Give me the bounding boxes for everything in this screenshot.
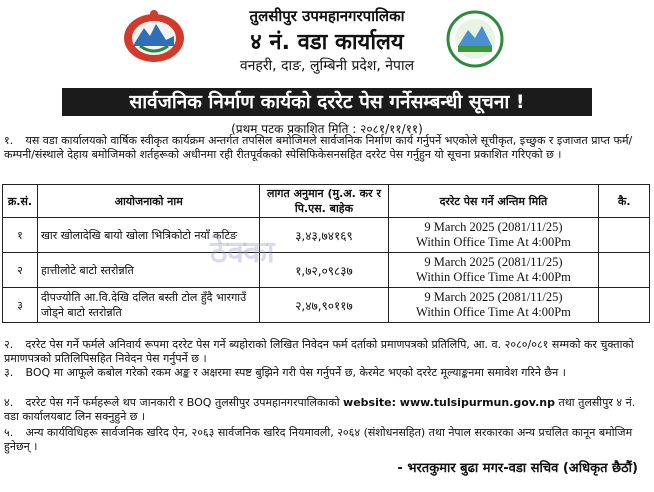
clause-1 bbox=[4, 134, 650, 162]
clause-number: ५. bbox=[4, 426, 14, 439]
row-sn: २ bbox=[3, 253, 38, 288]
row-project-name: खार खोलादेखि बायो खोला भित्रिकोटो नयाँ कटिङ bbox=[37, 218, 260, 253]
clause-text-continued: तथा तुलसीपुर ४ नं. वडा कार्यालयबाट लिन सक्नुहुने छ । bbox=[4, 396, 636, 423]
clause-number: १. bbox=[4, 134, 14, 147]
watermark: ठेक्का bbox=[210, 235, 275, 270]
deadline-time: Within Office Time At 4:00Pm bbox=[416, 270, 571, 284]
office-address: वनहरी, दाङ, लुम्बिनी प्रदेश, नेपाल bbox=[239, 58, 415, 74]
tender-table bbox=[2, 184, 650, 323]
deadline-date: 9 March 2025 (2081/11/25) bbox=[424, 220, 563, 234]
row-cost: ३,४३,७४१६९ bbox=[260, 218, 388, 253]
row-remarks bbox=[599, 253, 650, 288]
office-name: ४ नं. वडा कार्यालय bbox=[250, 30, 404, 55]
table-row bbox=[3, 218, 650, 253]
header-cost-estimate: लागत अनुमान (मु.अ. कर र पि.एस. बाहेक bbox=[260, 185, 388, 218]
row-deadline bbox=[388, 253, 599, 288]
header-deadline: दररेट पेस गर्ने अन्तिम मिति bbox=[388, 185, 599, 218]
deadline-date: 9 March 2025 (2081/11/25) bbox=[424, 290, 563, 304]
table-row bbox=[3, 253, 650, 288]
municipality-name: तुलसीपुर उपमहानगरपालिका bbox=[249, 7, 405, 25]
row-deadline bbox=[388, 288, 599, 323]
row-project-name: हात्तीलोटे बाटो स्तरोन्नति bbox=[37, 253, 260, 288]
clause-number: ३. bbox=[4, 366, 14, 379]
header-sn: क्र.सं. bbox=[3, 185, 38, 218]
header-remarks: कै. bbox=[599, 185, 650, 218]
deadline-date: 9 March 2025 (2081/11/25) bbox=[424, 255, 563, 269]
table-header-row bbox=[3, 185, 650, 218]
row-deadline bbox=[388, 218, 599, 253]
clause-text: अन्य कार्यविधिहरू सार्वजनिक खरिद ऐन, २०६३ सार्वजनिक खरिद नियमावली, २०६४ (संशोधनसहित) तथा नेपाल सरकारका अन्य प्रचलित कानून बमोजिम हुनेछन् । bbox=[4, 426, 633, 453]
row-remarks bbox=[599, 288, 650, 323]
clause-number: २. bbox=[4, 338, 14, 351]
clause-text: यस वडा कार्यालयको वार्षिक स्वीकृत कार्यक्रम अन्तर्गत तपसिल बमोजिमले सार्वजनिक निर्माण कार्य गर्नुपर्ने भएकोले सूचीकृत, इच्छुक र इजाजत प्राप्त फर्म/कम्पनी/संस्थाले देहाय बमोजिमको शर्तहरूको अधीनमा रही रीतपूर्वकको स्पेसिफिकेसनसहित दररेट पेस गर्नुहुन यो सूचना प्रकाशित गरिएको छ । bbox=[4, 134, 633, 161]
table-row bbox=[3, 288, 650, 323]
published-date: (प्रथम पटक प्रकाशित मिति : २०८१/११/११) bbox=[231, 122, 423, 136]
notice-title-banner: सार्वजनिक निर्माण कार्यको दररेट पेस गर्नेसम्बन्धी सूचना ! bbox=[62, 88, 592, 116]
deadline-time: Within Office Time At 4:00Pm bbox=[416, 305, 571, 319]
clause-text: दररेट पेस गर्ने फर्मले अनिवार्य रूपमा दररेट पेस गर्ने ब्यहोराको लिखित निवेदन फर्म दर्ताको प्रमाणपत्रको प्रतिलिपि, आ. व. २०८०/०८१ सम्मको कर चुक्ताको प्रमाणपत्रको प्रतिलिपिसहित निवेदन पेस गर्नुपर्ने छ । bbox=[4, 338, 634, 365]
row-cost: २,४७,९०११७ bbox=[260, 288, 388, 323]
row-sn: ३ bbox=[3, 288, 38, 323]
clause-2 bbox=[4, 338, 650, 366]
clause-4 bbox=[4, 396, 650, 424]
clause-3 bbox=[4, 366, 650, 380]
header-project-name: आयोजनाको नाम bbox=[37, 185, 260, 218]
row-remarks bbox=[599, 218, 650, 253]
clause-5 bbox=[4, 426, 650, 454]
website-link[interactable]: website: www.tulsipurmun.gov.np bbox=[343, 396, 555, 409]
row-cost: १,७२,०९८३७ bbox=[260, 253, 388, 288]
clause-text: BOQ मा आफूले कबोल गरेको रकम अङ्क र अक्षरमा स्पष्ट बुझिने गरी पेस गर्नुपर्ने छ, केरमेट भएको दररेट मूल्याङ्कनमा समावेश गरिने छैन । bbox=[25, 366, 566, 379]
municipality-logo-icon bbox=[446, 10, 504, 68]
letterhead bbox=[0, 0, 654, 86]
signature-line: - भरतकुमार बुढा मगर-वडा सचिव (अधिकृत छैठौं) bbox=[397, 461, 638, 476]
row-sn: १ bbox=[3, 218, 38, 253]
clause-number: ४. bbox=[4, 396, 14, 409]
row-project-name: दीपज्योति आ.वि.देखि दलित बस्ती टोल हुँदै भारगाउँ जोड्ने बाटो स्तरोन्नति bbox=[37, 288, 260, 323]
clause-text: दररेट पेस गर्ने फर्महरूले थप जानकारी र BOQ तुलसीपुर उपमहानगरपालिकाको bbox=[25, 396, 340, 409]
deadline-time: Within Office Time At 4:00Pm bbox=[416, 235, 571, 249]
